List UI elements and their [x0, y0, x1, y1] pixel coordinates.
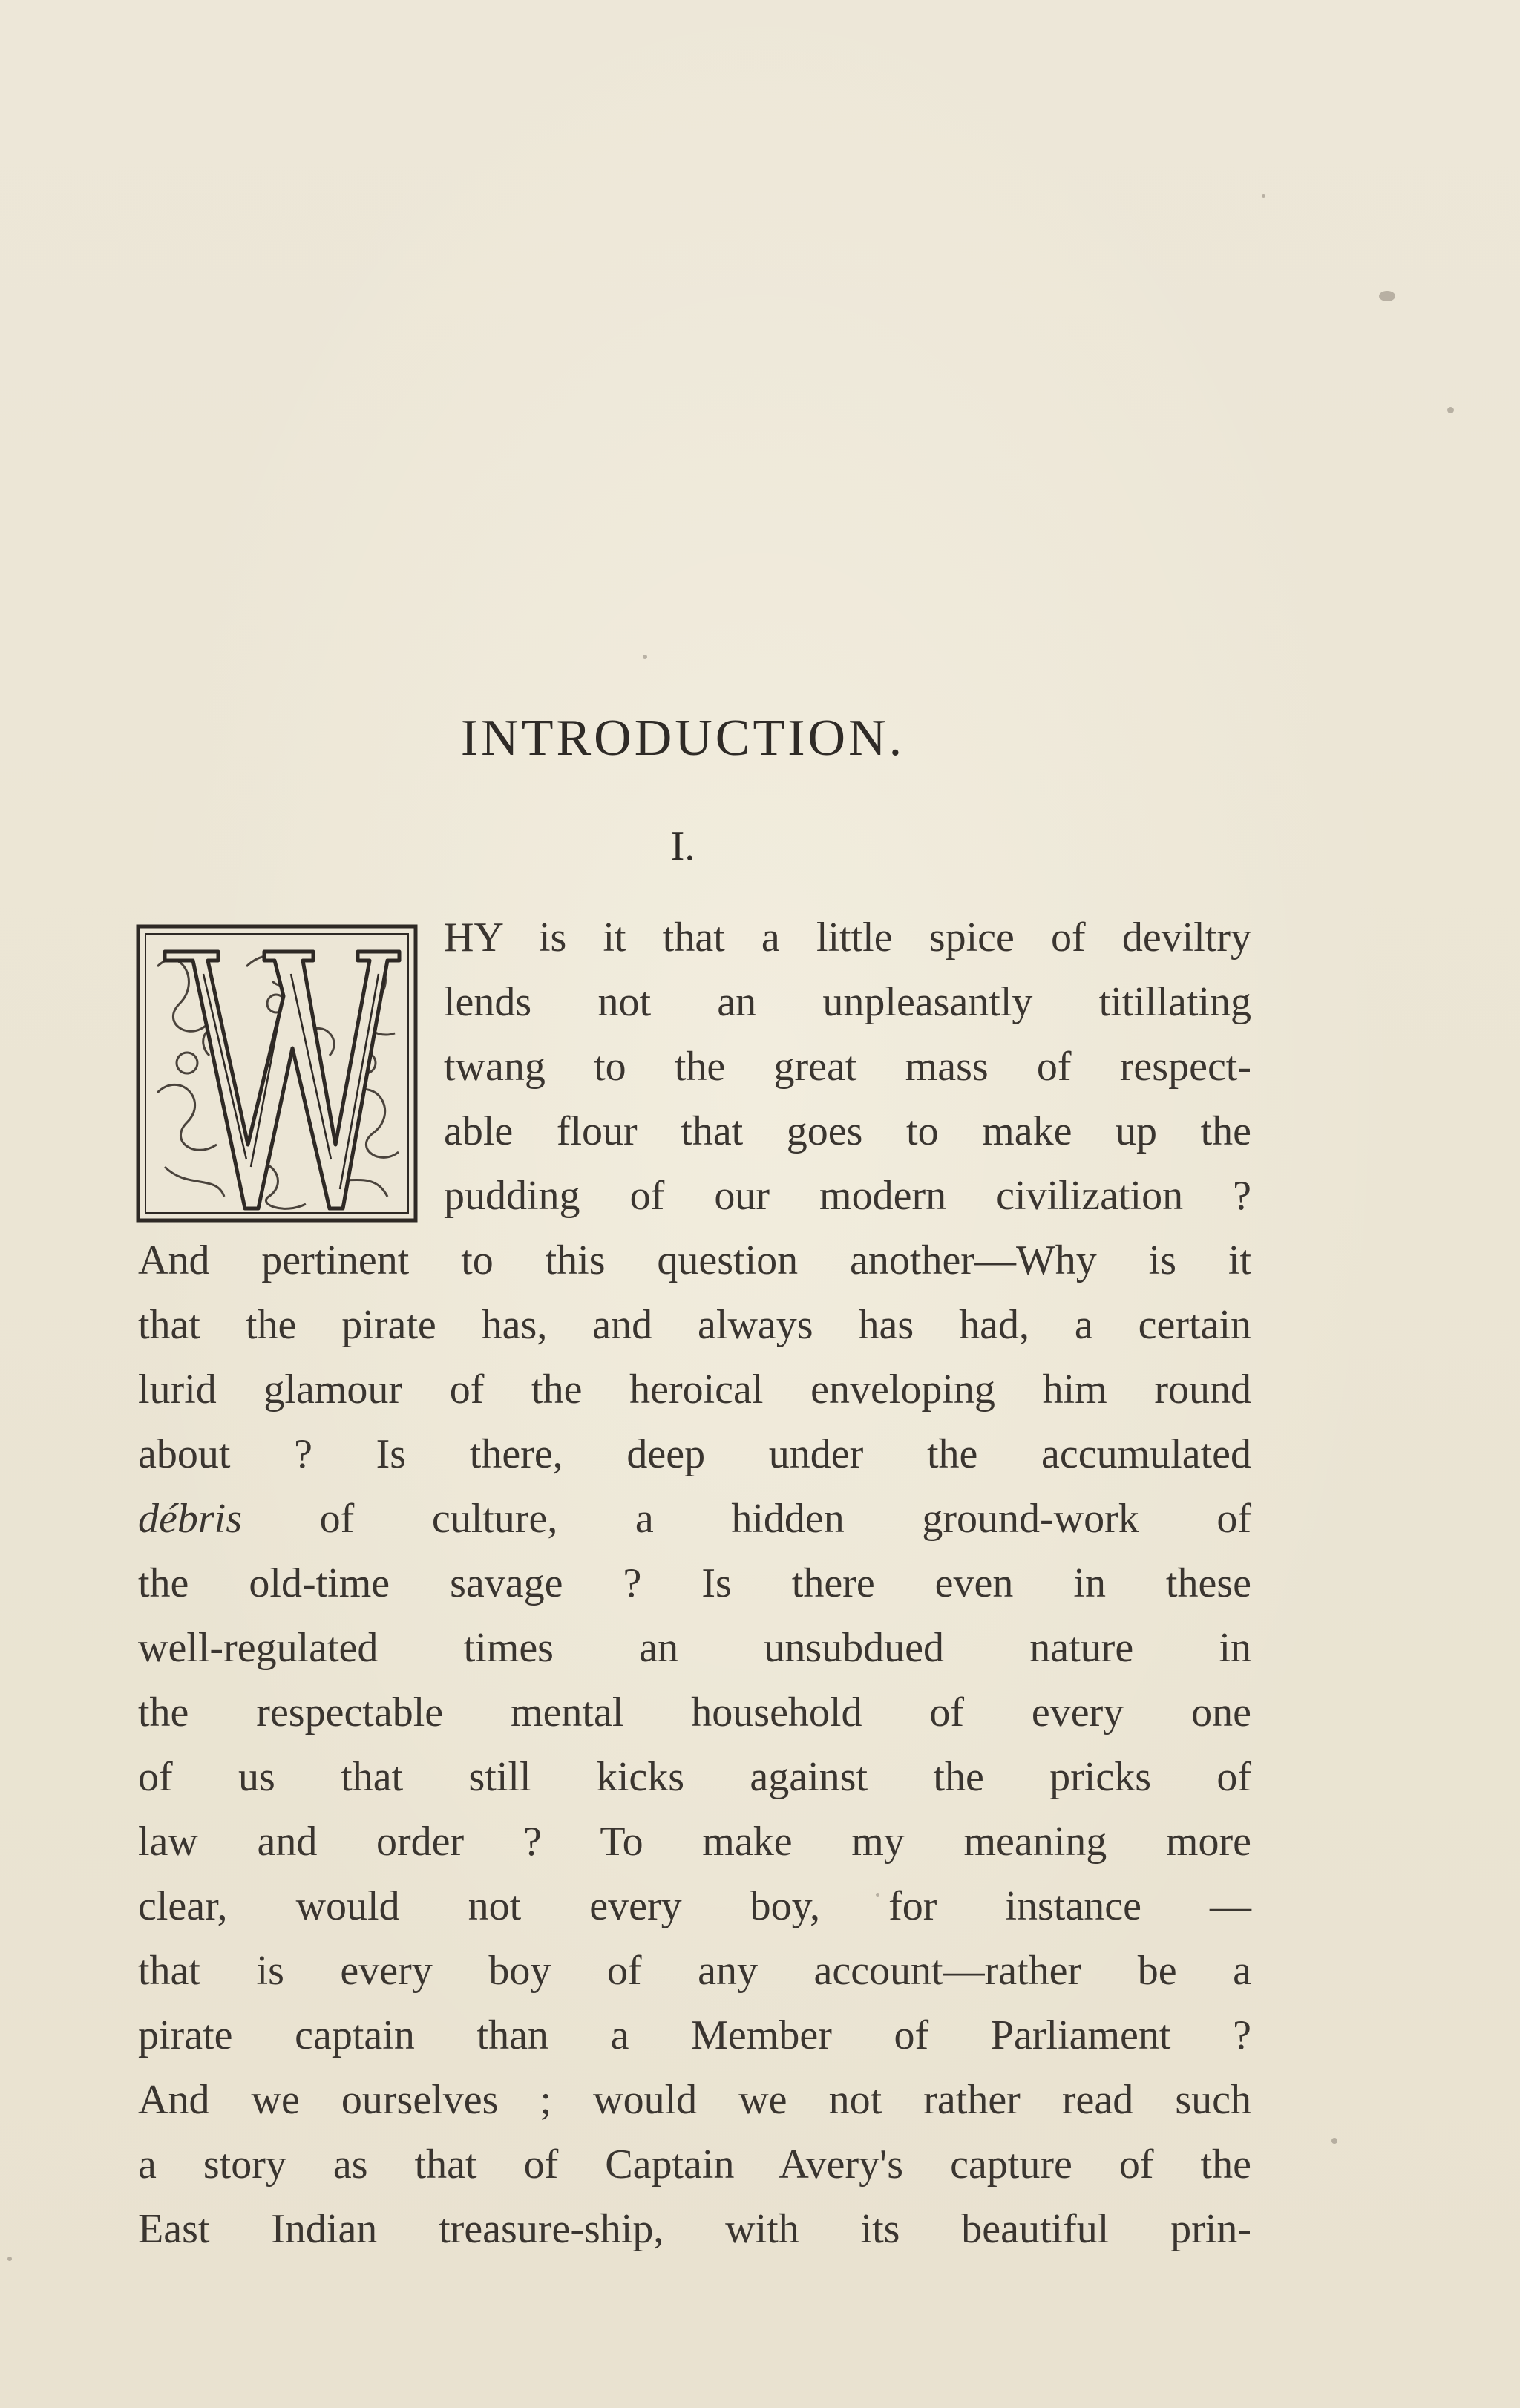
line-text: And pertinent to this question another—Why is it	[138, 1237, 1251, 1283]
line-text: the respectable mental household of every one	[138, 1689, 1251, 1735]
text-line	[138, 1498, 1251, 1540]
text-line	[444, 1110, 1251, 1152]
text-line	[138, 1885, 1251, 1927]
line-text: East Indian treasure-ship, with its beautiful prin-	[138, 2206, 1251, 2252]
text-line	[138, 2079, 1251, 2121]
line-text: that is every boy of any account—rather be a	[138, 1948, 1251, 1994]
line-text: law and order ? To make my meaning more	[138, 1819, 1251, 1865]
decorated-initial-w	[135, 922, 420, 1225]
text-line	[138, 1689, 1251, 1735]
text-line	[138, 1756, 1251, 1798]
text-line	[444, 1175, 1251, 1217]
line-text: pirate captain than a Member of Parliament ?	[138, 2012, 1251, 2058]
text-line	[138, 1950, 1251, 1992]
line-text: HY is it that a little spice of deviltry	[444, 915, 1251, 961]
text-line	[138, 2142, 1251, 2188]
paper-speck	[1331, 2138, 1337, 2144]
line-text: a story as that of Captain Avery's capture of the	[138, 2142, 1251, 2188]
line-text: And we ourselves ; would we not rather read such	[138, 2077, 1251, 2123]
text-line	[138, 1304, 1251, 1346]
text-line	[138, 1819, 1251, 1865]
text-line	[138, 1560, 1251, 1606]
line-text: of us that still kicks against the pricks of	[138, 1754, 1251, 1800]
text-line	[444, 981, 1251, 1023]
paper-speck	[7, 2257, 12, 2261]
paper-speck	[1379, 291, 1395, 301]
line-text: lends not an unpleasantly titillating	[444, 979, 1251, 1025]
line-text: débris of culture, a hidden ground-work of	[138, 1496, 1251, 1542]
line-text: able flour that goes to make up the	[444, 1108, 1251, 1154]
line-text: the old-time savage ? Is there even in these	[138, 1560, 1251, 1606]
text-line	[444, 915, 1251, 961]
line-text: about ? Is there, deep under the accumulated	[138, 1431, 1251, 1477]
italic-word: débris	[138, 1496, 242, 1542]
line-text: lurid glamour of the heroical enveloping him round	[138, 1367, 1251, 1413]
text-line	[138, 2208, 1251, 2250]
line-text: well-regulated times an unsubdued nature in	[138, 1625, 1251, 1671]
line-text: that the pirate has, and always has had, a certain	[138, 1302, 1251, 1348]
paper-speck	[643, 655, 647, 659]
line-text: twang to the great mass of respect-	[444, 1044, 1251, 1090]
paper-speck	[1262, 194, 1265, 198]
text-line	[138, 1367, 1251, 1413]
text-line	[138, 2012, 1251, 2058]
line-text: pudding of our modern civilization ?	[444, 1173, 1251, 1219]
text-line	[138, 1237, 1251, 1283]
paper-speck	[1447, 407, 1454, 413]
page-title: INTRODUCTION.	[460, 710, 905, 767]
section-number: I.	[670, 823, 695, 869]
line-text: clear, would not every boy, for instance —	[138, 1883, 1251, 1929]
text-line	[138, 1627, 1251, 1669]
text-line	[444, 1044, 1251, 1090]
text-line	[138, 1433, 1251, 1475]
